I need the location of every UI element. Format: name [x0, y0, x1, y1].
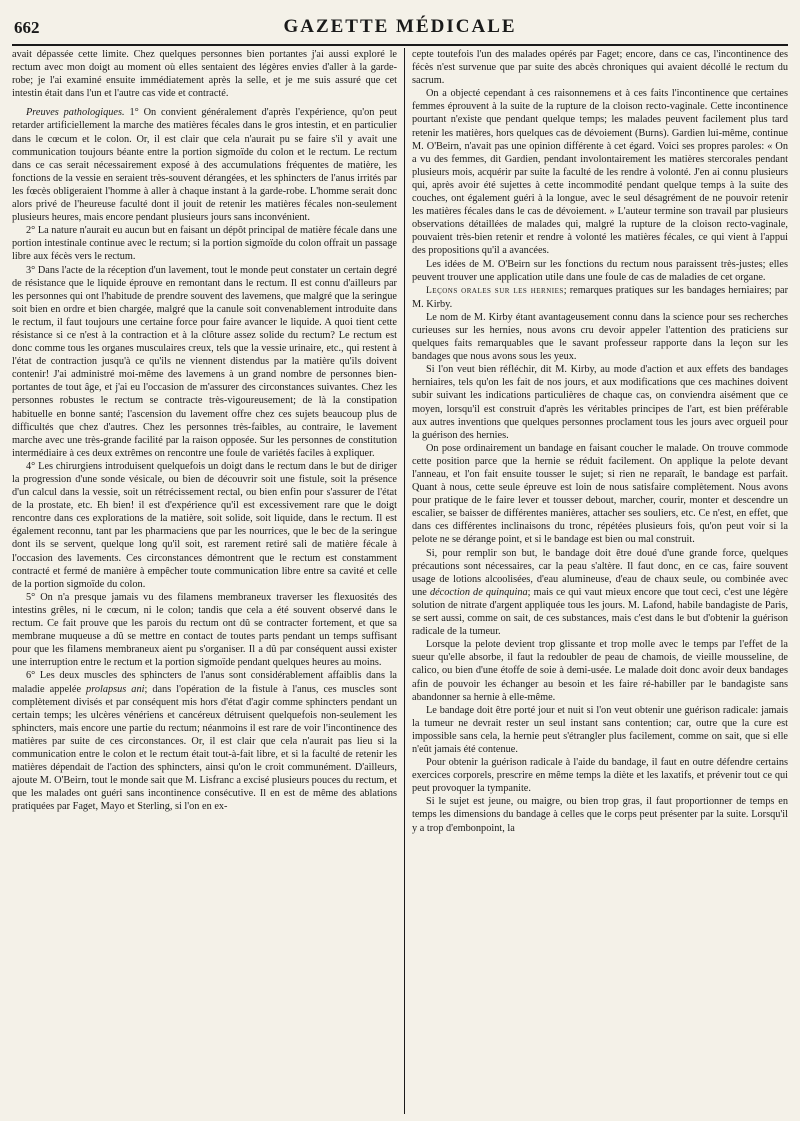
paragraph: cepte toutefois l'un des malades opérés par Faget; encore, dans ce cas, l'incontinence des fécès n'est survenue que par suite des abcès chroniques qui avaient décollé le rectum du sacrum.	[412, 49, 788, 87]
paragraph	[12, 669, 397, 813]
section-heading	[412, 284, 788, 311]
paragraph: Le nom de M. Kirby étant avantageusement connu dans la science pour ses recherches curieuses sur les hernies, nous avons cru devoir appeler l'attention des praticiens sur quelques faits remarquables que le savant professeur rapporte dans la leçon sur les bandages que nous avons sous les yeux.	[412, 311, 788, 363]
right-column	[412, 48, 788, 1114]
paragraph: 4° Les chirurgiens introduisent quelquefois un doigt dans le rectum dans le but de diriger la progression d'une sonde vésicale, ou bien de découvrir soit une fistule, soit la présence d'un calcul dans la vessie, soit un rétrécissement rectal, ou bien enfin pour s'assurer de l'état de la prostate, etc. Eh bien! il est d'expérience qu'il est excessivement rare que le doigt rencontre dans ces explorations de la matière, soit solide, soit liquide, dans le rectum. Il est également reconnu, tant par les pharmaciens que par les nourrices, que le bec de la seringue dont ils se servent, quelque long qu'il soit, est rarement retiré sali de matière fécale à l'occasion des lavements. Ces circonstances démontrent que le rectum est constamment contracté et fermé de manière à empêcher toute communication libre entre sa cavité et celle de la portion sigmoïde du colon.	[12, 460, 397, 590]
paragraph: avait dépassée cette limite. Chez quelques personnes bien portantes j'ai aussi exploré le rectum avec mon doigt au moment où elles sentaient des légères envies d'aller à la garde-robe; je l'ai examiné ensuite immédiatement après la selle, et je me suis assuré que cet intestin était dans l'un et l'autre cas vide et contracté.	[12, 49, 397, 100]
paragraph: 5° On n'a presque jamais vu des filamens membraneux traverser les flexuosités des intestins grêles, ni le cœcum, ni le colon; tandis que cela a été souvent observé dans le rectum. Ce fait prouve que les parois du rectum ont dû se contracter fortement, et que sa membrane muqueuse a dû se mettre en contact de toutes parts pendant un temps suffisant pour que les filamens membraneux aient pu s'organiser. Il a dû par conséquent aussi exister une interruption entre le rectum et la portion sigmoïde pendant quelques heures au moins.	[12, 591, 397, 669]
paragraph-lead: Preuves pathologiques.	[26, 107, 125, 119]
paragraph: Le bandage doit être porté jour et nuit si l'on veut obtenir une guérison radicale: jamais la tumeur ne devrait rester un seul instant sans contention; car, outre que la cure est impossible sans cela, la hernie peut s'étrangler plus facilement, comme on sait, que si elle n'eût jamais été contenue.	[412, 704, 788, 755]
paragraph-text: ; dans l'opération de la fistule à l'anus, ces muscles sont complètement divisés et par conséquent mis hors d'état d'agir comme sphincters pendant un certain temps; les ulcères vénériens et cancéreux détruisent quelquefois non-seulement les sphincters, mais encore une partie du rectum; néanmoins il est rare de voir l'incontinence des matières par suite de ces circonstances. Or, il est clair que cela n'aurait pas lieu si la communication entre le colon et le rectum était tout-à-fait libre, et si la faculté de retenir les matières dépendait de l'action des sphincters, ainsi qu'on le croit communément. D'ailleurs, ajoute M. O'Beirn, tout le monde sait que M. Lisfranc a excisé plusieurs pouces du rectum, et que les malades ont guéri sans incontinence consécutive. Il en est de même des ablations pratiquées par Faget, Mayo et Sterling, si l'on en ex-	[12, 683, 397, 813]
paragraph-text: ; mais ce qui vaut mieux encore que tout ceci, c'est une légère solution de nitrate d'argent appliquée tous les jours. M. Lafond, habile bandagiste de Paris, se sert aussi, comme on sait, de ces substances, mais c'est dans le but d'obtenir la guérison radicale de la tumeur.	[412, 586, 788, 638]
left-column	[12, 48, 397, 1114]
paragraph: On pose ordinairement un bandage en faisant coucher le malade. On trouve commode cette position parce que la hernie se réduit facilement. On applique la pelote devant l'anneau, et l'on fait ensuite tousser le sujet; si rien ne reparaît, le bandage est parfait. Quant à nous, cette seule épreuve est loin de nous satisfaire complètement. Nous avons pour pratique de le faire lever et tousser debout, marcher, courir, monter et descendre un escalier, se baisser de différentes manières, attacher ses souliers, etc. Ce n'est, en effet, que dans ces différentes inclinaisons du tronc, répétées plusieurs fois, qu'on peut voir si la pelote ne se dérange point, et si le bandage est bien ou mal construit.	[412, 442, 788, 546]
paragraph: Si l'on veut bien réfléchir, dit M. Kirby, au mode d'action et aux effets des bandages herniaires, tels qu'on les fait de nos jours, et aux modifications que ces machines doivent subir suivant les indications particulières de chaque cas, on conviendra aisément que ce moyen, lorsqu'il est construit d'après les véritables principes de l'art, est bien préférable aux autres inventions que quelques personnes proclament tous les jours avec orgueil pour la guérison des hernies.	[412, 364, 788, 441]
paragraph-text: Si, pour remplir son but, le bandage doit être doué d'une grande force, quelques précautions sont nécessaires, car la peau s'altère. Il faut donc, en ce cas, faire souvent usage de lotions alcoolisées, d'eau alumineuse, d'eau de chaux seule, ou combinée avec une	[412, 547, 788, 598]
paragraph-emphasis: prolapsus ani	[86, 683, 145, 695]
paragraph: 2° La nature n'aurait eu aucun but en faisant un dépôt principal de matière fécale dans une portion intestinale continue avec le rectum; si la portion sigmoïde du colon offrait un passage libre aux fécès vers le rectum.	[12, 225, 397, 263]
page-header	[12, 14, 788, 46]
paragraph-text: 6° Les deux muscles des sphincters de l'anus sont considérablement affaiblis dans la maladie appelée	[12, 670, 397, 695]
section-heading-title: Leçons orales sur les hernies	[426, 285, 564, 296]
section-heading-rest: ; remarques pratiques sur les bandages herniaires; par M. Kirby.	[412, 284, 788, 310]
paragraph: Pour obtenir la guérison radicale à l'aide du bandage, il faut en outre défendre certains exercices corporels, prescrire en même temps la diète et les laxatifs, et prévenir tout ce qui peut provoquer la tympanite.	[412, 757, 788, 795]
paragraph: 3° Dans l'acte de la réception d'un lavement, tout le monde peut constater un certain degré de résistance que le liquide éprouve en remontant dans le rectum. Il est connu d'ailleurs par les personnes qui ont l'habitude de prendre souvent des lavemens, que malgré que la seringue soit bien en ordre et bien chargée, malgré que la canule soit convenablement introduite dans le rectum, il faut toujours une certaine force pour faire avancer le liquide. A quoi tient cette résistance si ce n'est à la contraction et à la clôture assez solide du rectum? Le rectum est donc comme tous les organes musculaires creux, tels que la vessie urinaire, etc., qui restent à l'état de contraction jusqu'à ce qu'ils ne viennent distendus par la matière qu'ils doivent contenir! J'ai administré moi-même des lavemens à un grand nombre de personnes bien-portantes de tout âge, et j'ai eu l'occasion de m'assurer des circonstances suivantes. Chez les personnes robustes le rectum se contracte très-vigoureusement; de là la constipation habituelle en bonne santé; l'ascension du lavement offre chez ces sujets beaucoup plus de difficultés que chez d'autres. Chez les personnes très-faibles, au contraire, le lavement marche avec une très-grande facilité par la raison opposée. Sur les personnes de constitution intermédiaire à ces deux extrêmes on rencontre une foule de variétés faciles à expliquer.	[12, 264, 397, 459]
journal-title: GAZETTE MÉDICALE	[283, 16, 517, 37]
paragraph: On a objecté cependant à ces raisonnemens et à ces faits l'incontinence que certaines femmes éprouvent à la suite de la rupture de la cloison recto-vaginale. Cette incontinence pourtant n'existe que pendant quelque temps; les malades peuvent facilement plus tard retenir les matières, hors quelques cas de dévoiement (Burns). Gardien lui-même, continue M. O'Beirn, n'avait pas une opinion différente à cet égard. Voici ses propres paroles: « On a vu des femmes, dit Gardien, pendant involontairement les matières stercorales pendant plusieurs mois, acquérir par suite la faculté de les rendre à volonté. J'en ai connu plusieurs qui, après avoir été sujettes à cette incommodité pendant quelque temps à la suite des couches, ont également guéri à la longue, avec le seul désagrément de ne pouvoir retenir les matières fécales dans le cas de dévoiement. » L'auteur termine son travail par plusieurs observations détaillées de malades qui, malgré la rupture de la cloison recto-vaginale, pouvaient très-bien retenir et rendre à volonté les matières fécales, ce qui vient à l'appui des propositions qu'il a avancées.	[412, 88, 788, 257]
paragraph: Lorsque la pelote devient trop glissante et trop molle avec le temps par l'effet de la sueur qu'elle absorbe, il faut la redoubler de peau de chamois, de vieille mousseline, de calico, ou bien d'une étoffe de soie à demi-usée. Le malade doit donc avoir deux bandages afin de pouvoir les échanger au besoin et les faire ré-habiller par le bandagiste sans abandonner sa hernie à elle-même.	[412, 639, 788, 703]
paragraph: Si le sujet est jeune, ou maigre, ou bien trop gras, il faut proportionner de temps en temps les dimensions du bandage à celles que le corps peut présenter par la suite. Lorsqu'il y a trop d'embonpoint, la	[412, 796, 788, 834]
paragraph	[412, 547, 788, 639]
page-number: 662	[14, 18, 40, 37]
paragraph: Les idées de M. O'Beirn sur les fonctions du rectum nous paraissent très-justes; elles peuvent trouver une application utile dans une foule de cas de maladies de cet organe.	[412, 258, 788, 283]
paragraph	[12, 106, 397, 224]
paragraph-emphasis: décoction de quinquina	[429, 586, 528, 598]
column-divider	[404, 48, 405, 1114]
paragraph-text: 1° On convient généralement d'après l'expérience, qu'on peut retarder artificiellement la marche des matières fécales dans le gros intestin, et en particulier dans le cœcum et le colon. Or, il est clair que cela n'aurait pu se faire s'il y avait une communication toujours béante entre la portion sigmoïde du colon et le rectum. Le rectum dans ce cas serait nécessairement exposé à des accumulations fréquentes de matière, les fonctions de la vessie en seraient très-souvent dérangées, et les sphincters de l'anus irrités par les fœcès obligeraient l'homme à aller à chaque instant à la garde-robe. L'homme serait donc alors privé de l'heureuse faculté dont il jouit de retenir les matières fécales non-seulement plusieurs heures, mais encore pendant plusieurs jours sans inconvénient.	[12, 107, 397, 224]
